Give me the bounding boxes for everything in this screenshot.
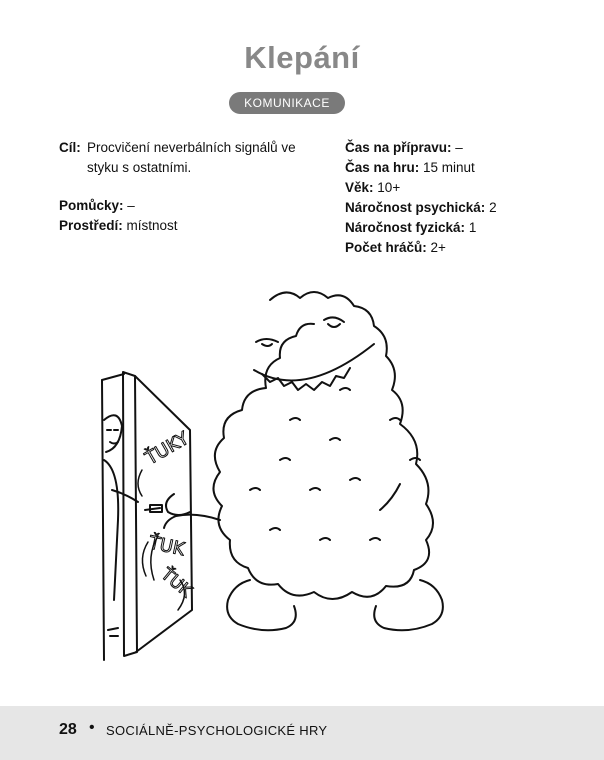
detail-row [345,138,595,158]
bullet-icon: • [89,719,95,736]
category-badge: KOMUNIKACE [229,92,345,114]
detail-value: – [455,140,463,155]
page-number: 28 [59,721,77,738]
detail-row [345,238,595,258]
page-title: Klepání [244,40,360,75]
detail-row [345,178,595,198]
monster-icon [164,292,443,630]
goal-section [59,138,339,178]
detail-label: Náročnost psychická: [345,200,486,215]
monster-knocking-illustration [90,280,510,670]
detail-row [345,218,595,238]
detail-value: 2+ [430,240,446,255]
detail-value: 2 [489,200,497,215]
person-icon [104,415,138,636]
materials-row [59,196,178,216]
materials-section [59,196,178,236]
detail-value: 1 [468,220,477,235]
environment-row [59,216,178,236]
sound-word: ŤUK [146,532,187,561]
page-footer [0,706,604,760]
detail-value: 15 minut [423,160,475,175]
environment-label: Prostředí: [59,218,123,233]
detail-label: Náročnost fyzická: [345,220,466,235]
detail-value: 10+ [377,180,401,195]
detail-label: Počet hráčů: [345,240,427,255]
sound-word: ŤUK [156,564,196,602]
sound-word: ŤUKY [142,427,193,470]
detail-label: Věk: [345,180,374,195]
materials-label: Pomůcky: [59,198,124,213]
detail-label: Čas na hru: [345,160,420,175]
details-list [345,138,595,258]
footer-text: SOCIÁLNĚ-PSYCHOLOGICKÉ HRY [106,723,328,738]
detail-row [345,158,595,178]
detail-label: Čas na přípravu: [345,140,452,155]
environment-value: místnost [126,218,178,233]
detail-row [345,198,595,218]
materials-value: – [127,198,135,213]
goal-label: Cíl: [59,140,81,155]
goal-text: Procvičení neverbálních signálů ve styku s ostatními. [87,140,296,175]
